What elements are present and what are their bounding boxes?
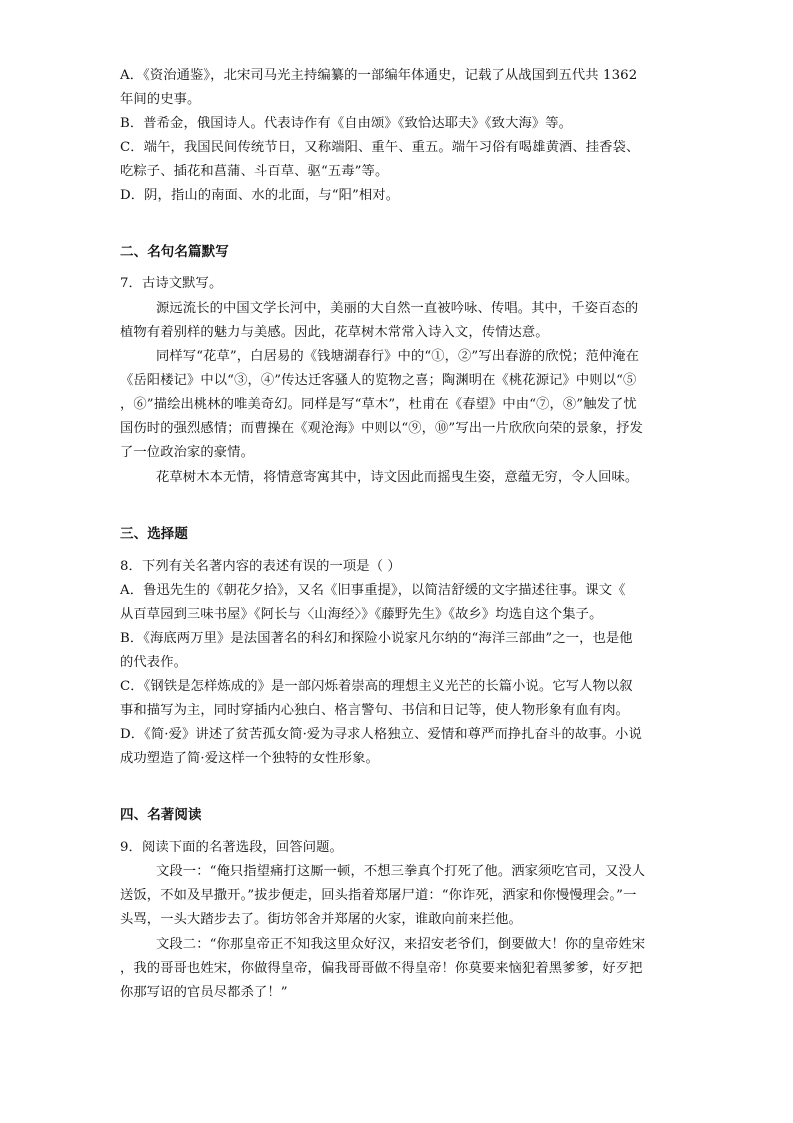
option-a-line2: 年间的史事。 (120, 92, 201, 107)
option-c-line2: 事和描写为主，同时穿插内心独白、格言警句、书信和日记等，使人物形象有血有肉。 (120, 703, 630, 718)
question-7-stem: 7．古诗文默写。 (120, 276, 223, 291)
passage-line: 送饭，不如及早撒开。”拔步便走，回头指着郑屠尸道：“你诈死，洒家和你慢慢理会。”一 (120, 888, 637, 903)
option-c-line1: C．《钢铁是怎样炼成的》是一部闪烁着崇高的理想主义光芒的长篇小说。它写人物以叙 (120, 679, 633, 694)
passage-line: 你那写诏的官员尽都杀了！” (120, 985, 288, 1000)
passage-line: 文段二：“你那皇帝正不知我这里众好汉，来招安老爷们，倒要做大！你的皇帝姓宋 (156, 937, 646, 952)
option-b-line2: 的代表作。 (120, 655, 187, 670)
passage-line: 文段一：“俺只指望痛打这厮一顿，不想三拳真个打死了他。洒家须吃官司，又没人 (156, 864, 646, 879)
passage-line: ，我的哥哥也姓宋，你做得皇帝，偏我哥哥做不得皇帝！你莫要来恼犯着黑爹爹，好歹把 (120, 961, 643, 976)
paragraph-line: ，⑥”描绘出桃林的唯美奇幻。同样是写“草木”，杜甫在《春望》中由“⑦，⑧”触发了忧 (120, 397, 637, 412)
paragraph-line: 花草树木本无情，将情意寄寓其中，诗文因此而摇曳生姿，意蕴无穷，令人回味。 (156, 470, 639, 485)
paragraph-line: 国伤时的强烈感情；而曹操在《观沧海》中则以“⑨，⑩”写出一片欣欣向荣的景象，抒发 (120, 421, 643, 436)
paragraph-line: 植物有着别样的魅力与美感。因此，花草树木常常入诗入文，传情达意。 (120, 325, 549, 340)
option-b-line1: B．《海底两万里》是法国著名的科幻和探险小说家凡尔纳的“海洋三部曲”之一，也是他 (120, 631, 633, 646)
paragraph-line: 源远流长的中国文学长河中，美丽的大自然一直被吟咏、传唱。其中，千姿百态的 (156, 301, 639, 316)
section-heading-3: 三、选择题 (120, 526, 188, 542)
paragraph-line: 同样写“花草”，白居易的《钱塘湖春行》中的“①，②”写出春游的欣悦；范仲淹在 (156, 349, 640, 364)
section-heading-2: 二、名句名篇默写 (120, 244, 229, 260)
option-a-line2: 从百草园到三味书屋》《阿长与〈山海经〉》《藤野先生》《故乡》均选自这个集子。 (120, 607, 603, 622)
option-c-line1: C．端午，我国民间传统节日，又称端阳、重午、重五。端午习俗有喝雄黄酒、挂香袋、 (120, 140, 640, 155)
option-a-line1: A．《资治通鉴》，北宋司马光主持编纂的一部编年体通史，记载了从战国到五代共 1362 (120, 68, 638, 83)
passage-line: 头骂，一头大踏步去了。街坊邻舍并郑屠的火家，谁敢向前来拦他。 (120, 912, 522, 927)
option-d: D．阴，指山的南面、水的北面，与“阳”相对。 (120, 188, 400, 203)
option-d-line2: 成功塑造了简·爱这样一个独特的女性形象。 (120, 751, 379, 766)
question-9-stem: 9．阅读下面的名著选段，回答问题。 (120, 840, 343, 855)
paragraph-line: 了一位政治家的豪情。 (120, 445, 254, 460)
paragraph-line: 《岳阳楼记》中以“③，④”传达迁客骚人的览物之喜；陶渊明在《桃花源记》中则以“⑤ (120, 373, 637, 388)
option-a-line1: A．鲁迅先生的《朝花夕拾》，又名《旧事重提》，以简洁舒缓的文字描述往事。课文《 (120, 583, 626, 598)
option-b: B．普希金，俄国诗人。代表诗作有《自由颂》《致恰达耶夫》《致大海》等。 (120, 116, 573, 131)
option-d-line1: D．《简·爱》讲述了贫苦孤女简·爱为寻求人格独立、爱情和尊严而挣扎奋斗的故事。小说 (120, 727, 642, 742)
option-c-line2: 吃粽子、插花和菖蒲、斗百草、驱“五毒”等。 (120, 164, 389, 179)
section-heading-4: 四、名著阅读 (120, 807, 202, 823)
question-8-stem: 8．下列有关名著内容的表述有误的一项是（ ） (120, 559, 401, 574)
